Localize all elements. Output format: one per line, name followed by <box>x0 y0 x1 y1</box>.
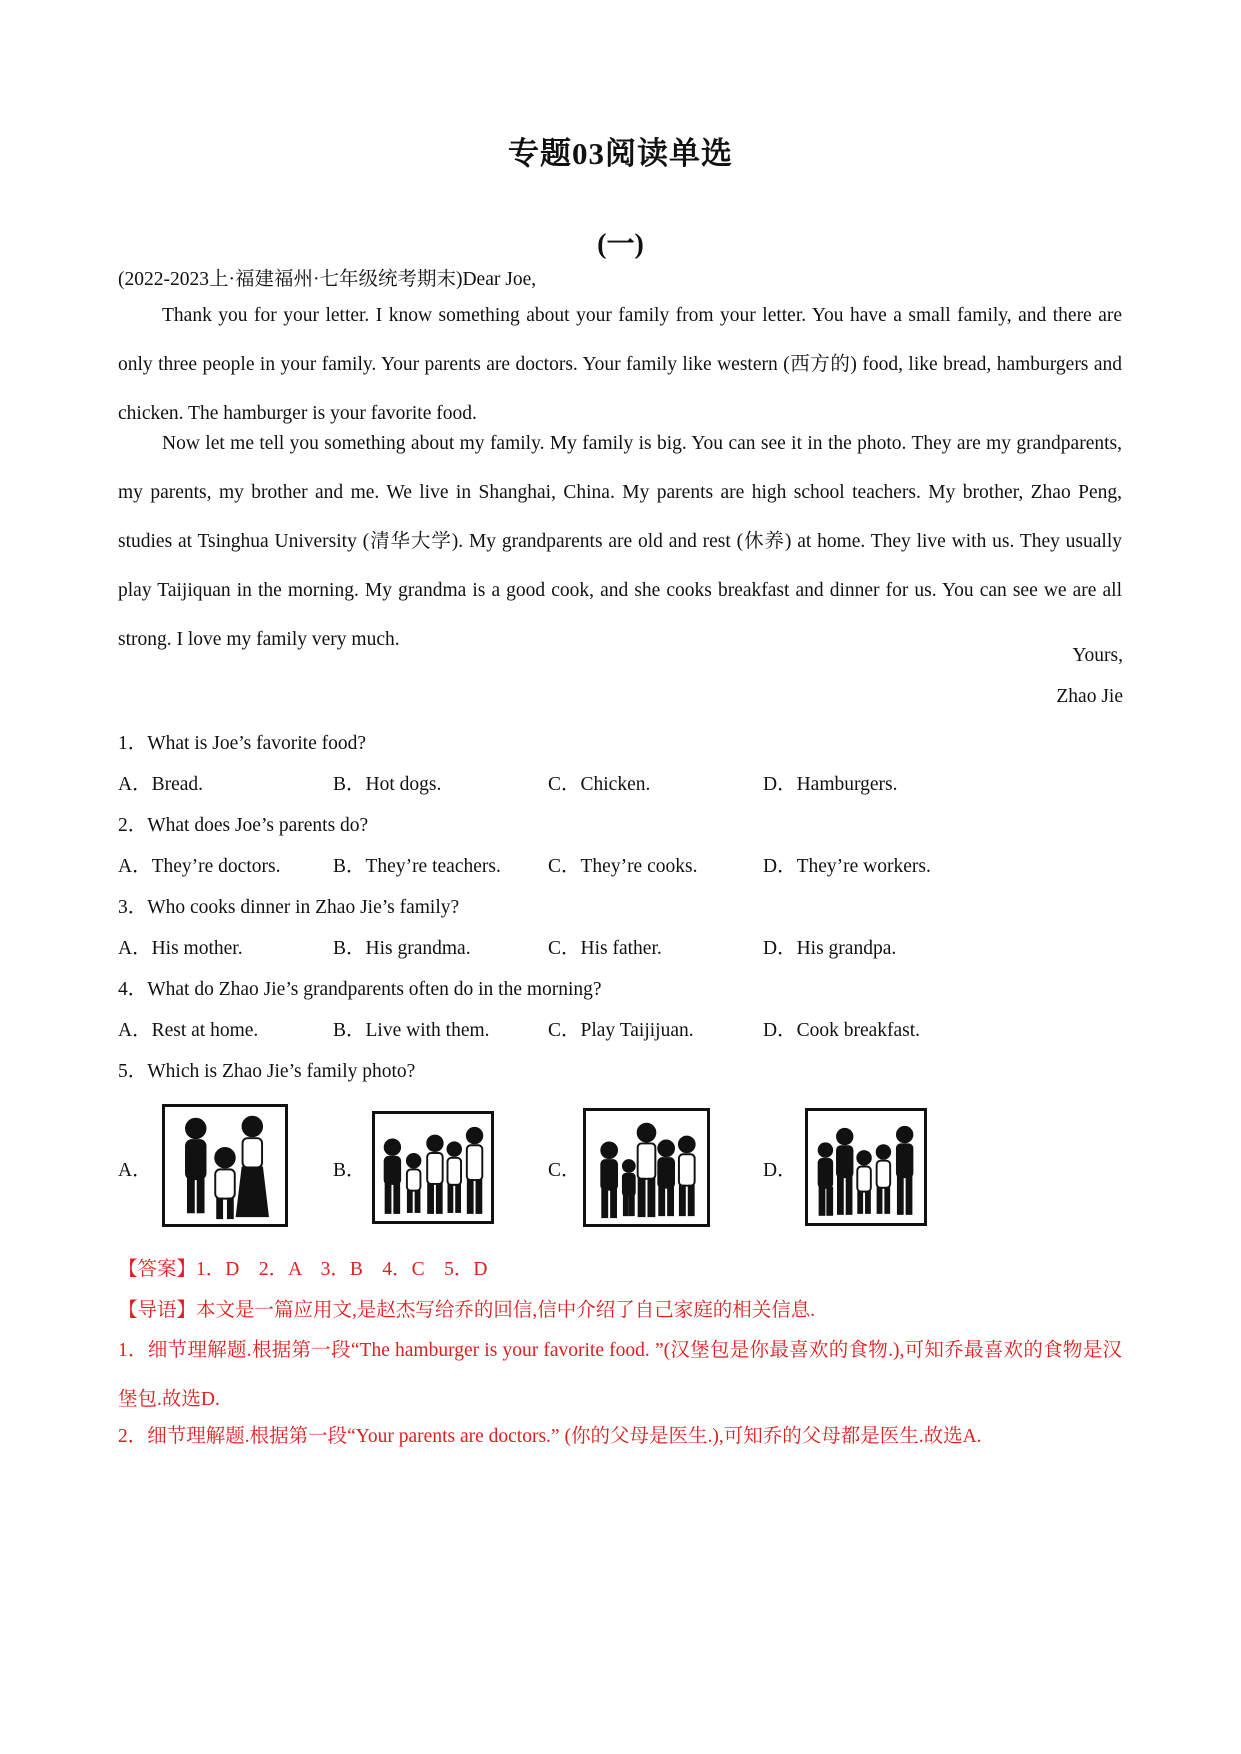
question-3-option-c: C．His father. <box>548 938 662 959</box>
question-3-option-a: A．His mother. <box>118 938 243 959</box>
question-1-option-d: D．Hamburgers. <box>763 774 898 795</box>
question-2-option-c: C．They’re cooks. <box>548 856 698 877</box>
source-line: (2022-2023上·福建福州·七年级统考期末)Dear Joe, <box>118 269 537 290</box>
question-4-option-d: D．Cook breakfast. <box>763 1020 921 1041</box>
family-figures-icon <box>586 1111 707 1224</box>
question-3-option-b: B．His grandma. <box>333 938 471 959</box>
question-2-option-a: A．They’re doctors. <box>118 856 281 877</box>
section-subtitle: (一) <box>597 229 644 260</box>
question-2: 2．What does Joe’s parents do? <box>118 815 369 836</box>
family-figures-icon <box>165 1107 285 1224</box>
letter-paragraph-2: Now let me tell you something about my family. My family is big. You can see it in the photo. They are my grandparents, my parents, my brother and me. We live in Shanghai, China. My parents are high school teachers. My brother, Zhao Peng, studies at Tsinghua University (清华大学). My grandparents are old and rest (休养) at home. They live with us. They usually play Taijiquan in the morning. My grandma is a good cook, and she cooks breakfast and dinner for us. You can see we are all strong. I love my family very much. <box>118 433 1122 650</box>
question-2-option-b: B．They’re teachers. <box>333 856 501 877</box>
question-2-option-d: D．They’re workers. <box>763 856 931 877</box>
explanation-2: 2．细节理解题.根据第一段“Your parents are doctors.” (你的父母是医生.),可知乔的父母都是医生.故选A. <box>118 1426 982 1447</box>
page-title: 专题03阅读单选 <box>508 136 733 171</box>
question-5-option-c: C． <box>548 1160 581 1181</box>
question-1-option-b: B．Hot dogs. <box>333 774 442 795</box>
question-1-option-c: C．Chicken. <box>548 774 651 795</box>
family-photo-c <box>583 1108 710 1227</box>
question-3: 3．Who cooks dinner in Zhao Jie’s family? <box>118 897 460 918</box>
family-photo-d <box>805 1108 927 1226</box>
explanation-1: 1．细节理解题.根据第一段“The hamburger is your favorite food. ”(汉堡包是你最喜欢的食物.),可知乔最喜欢的食物是汉堡包.故选D. <box>118 1340 1122 1410</box>
question-4: 4．What do Zhao Jie’s grandparents often do in the morning? <box>118 979 602 1000</box>
question-1-option-a: A．Bread. <box>118 774 204 795</box>
question-3-option-d: D．His grandpa. <box>763 938 897 959</box>
family-figures-icon <box>375 1114 491 1221</box>
question-5-option-b: B． <box>333 1160 366 1181</box>
question-5-option-d: D． <box>763 1160 797 1181</box>
question-1: 1．What is Joe’s favorite food? <box>118 733 367 754</box>
question-4-option-b: B．Live with them. <box>333 1020 490 1041</box>
family-photo-a <box>162 1104 288 1227</box>
question-4-option-a: A．Rest at home. <box>118 1020 259 1041</box>
letter-closing: Yours, <box>1072 645 1123 666</box>
family-photo-b <box>372 1111 494 1224</box>
family-figures-icon <box>808 1111 924 1223</box>
question-5-option-a: A． <box>118 1160 152 1181</box>
guide-line: 【导语】本文是一篇应用文,是赵杰写给乔的回信,信中介绍了自己家庭的相关信息. <box>118 1300 816 1321</box>
question-4-option-c: C．Play Taijijuan. <box>548 1020 694 1041</box>
letter-paragraph-1: Thank you for your letter. I know something about your family from your letter. You have a small family, and there are only three people in your family. Your parents are doctors. Your family like western (西方的) food, like bread, hamburgers and chicken. The hamburger is your favorite food. <box>118 305 1122 424</box>
question-5: 5．Which is Zhao Jie’s family photo? <box>118 1061 416 1082</box>
letter-signature: Zhao Jie <box>1056 686 1123 707</box>
answer-line: 【答案】1．D 2．A 3．B 4．C 5．D <box>118 1259 488 1280</box>
